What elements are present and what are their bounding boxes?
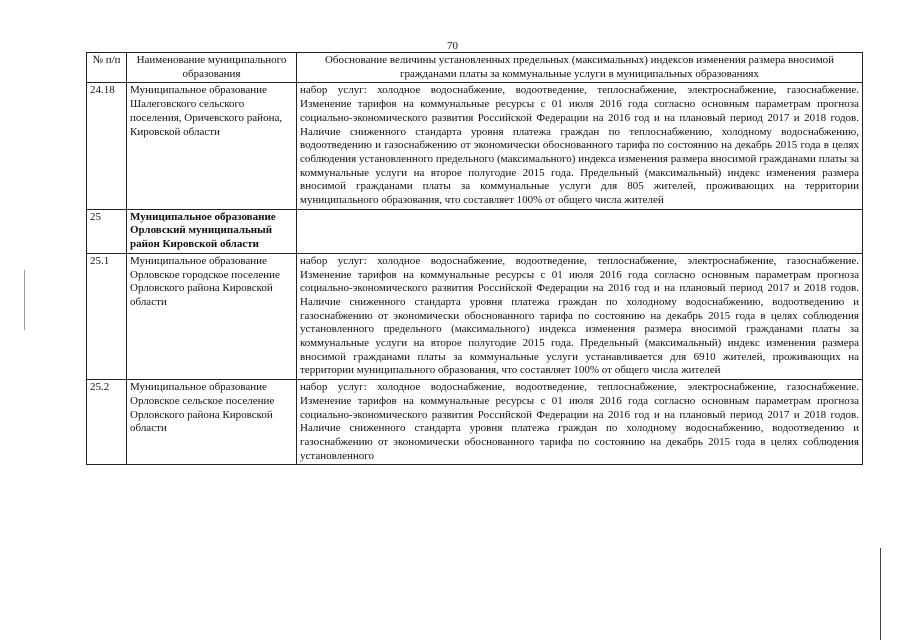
row-municipality-name: Муниципальное образование Шалеговского сельского поселения, Оричевского района, Кировской области [127, 83, 297, 209]
row-number: 25.1 [87, 253, 127, 379]
row-number: 24.18 [87, 83, 127, 209]
row-justification: набор услуг: холодное водоснабжение, водоотведение, теплоснабжение, электроснабжение, газоснабжение. Изменение тарифов на коммунальные ресурсы с 01 июля 2016 года согласно основным параметрам прогноза социально-экономического развития Российской Федерации на 2016 год и на плановый период 2017 и 2018 годов. Наличие сниженного стандарта уровня платежа граждан по холодному водоснабжению, водоотведению и газоснабжению от экономически обоснованного тарифа по состоянию на декабрь 2015 года в целях соблюдения установленного [297, 380, 863, 465]
table-row [87, 380, 863, 465]
header-municipality-name: Наименование муниципального образования [127, 53, 297, 83]
table-row [87, 83, 863, 209]
table-row [87, 209, 863, 253]
header-justification: Обоснование величины установленных предельных (максимальных) индексов изменения размера вносимой гражданами платы за коммунальные услуги в муниципальных образованиях [297, 53, 863, 83]
row-justification: набор услуг: холодное водоснабжение, водоотведение, теплоснабжение, электроснабжение, газоснабжение. Изменение тарифов на коммунальные ресурсы с 01 июля 2016 года согласно основным параметрам прогноза социально-экономического развития Российской Федерации на 2016 год и на плановый период 2017 и 2018 годов. Наличие сниженного стандарта уровня платежа граждан по теплоснабжению, холодному водоснабжению, водоотведению и газоснабжению от экономически обоснованного тарифа по состоянию на декабрь 2015 года в целях соблюдения установленного предельного (максимального) индекса изменения размера вносимой гражданами платы за коммунальные услуги на второе полугодие 2015 года. Предельный (максимальный) индекс изменения размера вносимой гражданами платы за коммунальные услуги для 805 жителей, проживающих на территории муниципального образования, что составляет 100% от общего числа жителей [297, 83, 863, 209]
row-justification: набор услуг: холодное водоснабжение, водоотведение, теплоснабжение, электроснабжение, газоснабжение. Изменение тарифов на коммунальные ресурсы с 01 июля 2016 года согласно основным параметрам прогноза социально-экономического развития Российской Федерации на 2016 год и на плановый период 2017 и 2018 годов. Наличие сниженного стандарта уровня платежа граждан по холодному водоснабжению, водоотведению и газоснабжению от экономически обоснованного тарифа по состоянию на декабрь 2015 года в целях соблюдения установленного предельного (максимального) индекса изменения размера вносимой гражданами платы за коммунальные услуги на второе полугодие 2015 года. Предельный (максимальный) индекс изменения размера вносимой гражданами платы за коммунальные услуги устанавливается для 6910 жителей, проживающих на территории муниципального образования, что составляет 100% от общего числа жителей [297, 253, 863, 379]
row-number: 25 [87, 209, 127, 253]
scan-edge-line [880, 548, 881, 640]
row-municipality-name: Муниципальное образование Орловское сельское поселение Орловского района Кировской области [127, 380, 297, 465]
header-number: № п/п [87, 53, 127, 83]
row-municipality-name: Муниципальное образование Орловский муниципальный район Кировской области [127, 209, 297, 253]
table-row [87, 253, 863, 379]
table-header-row [87, 53, 863, 83]
row-justification [297, 209, 863, 253]
scan-margin-line [24, 270, 25, 330]
tariff-justification-table [86, 52, 863, 465]
row-number: 25.2 [87, 380, 127, 465]
page-number: 70 [447, 40, 458, 52]
row-municipality-name: Муниципальное образование Орловское городское поселение Орловского района Кировской области [127, 253, 297, 379]
